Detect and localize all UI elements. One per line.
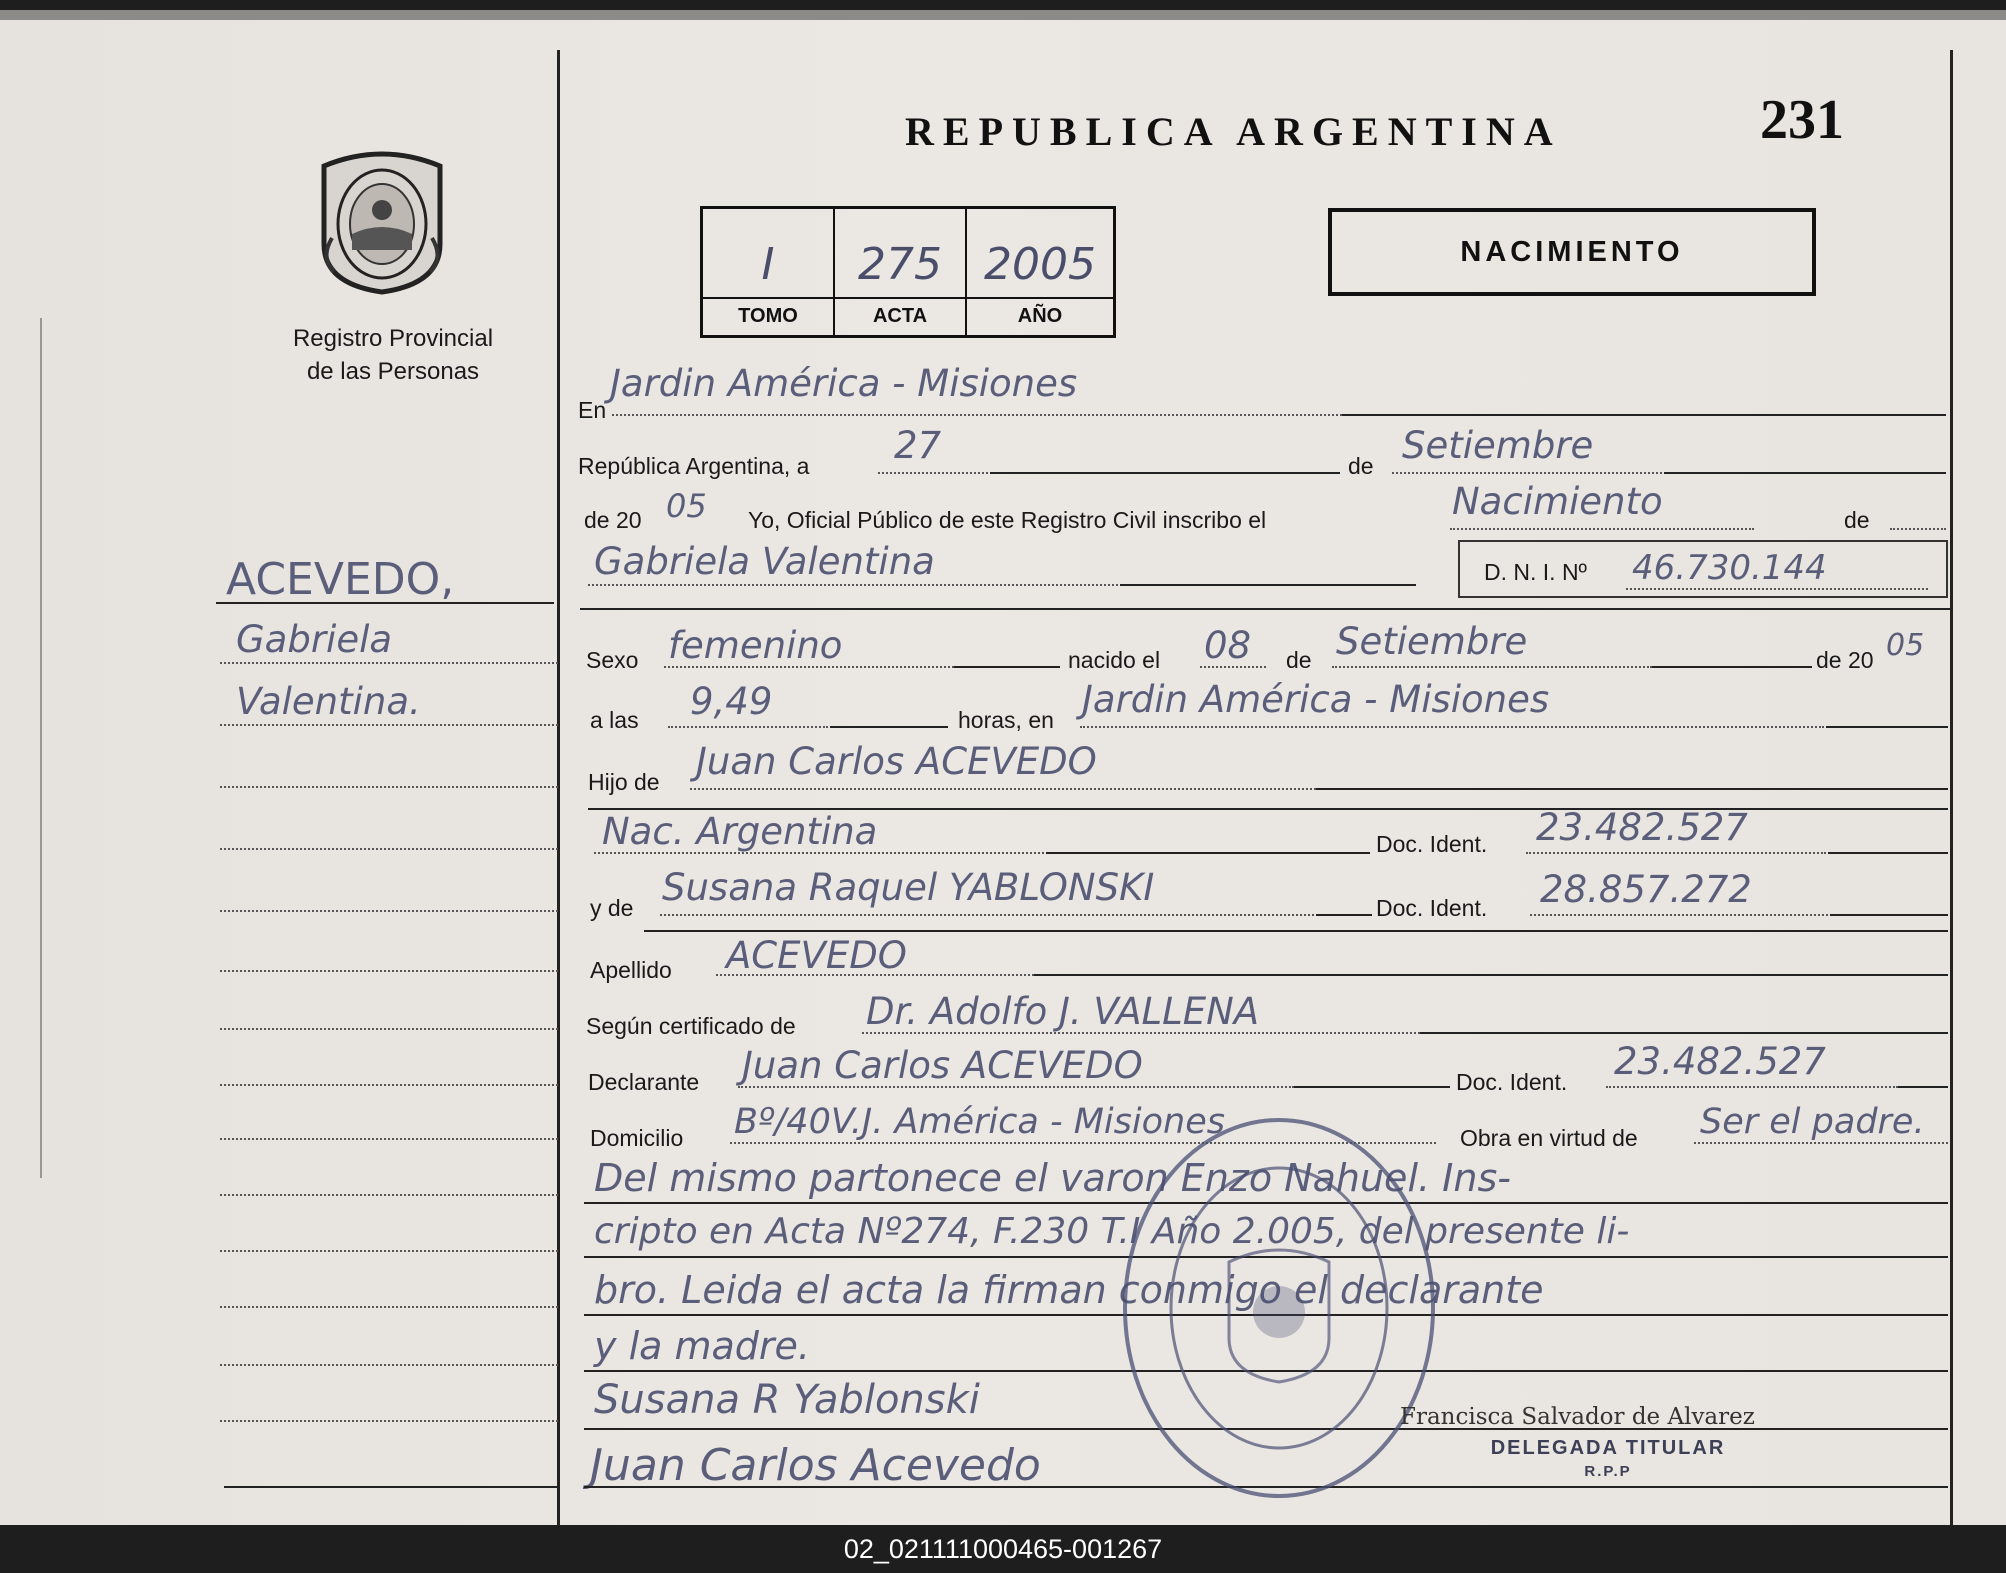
tomo-cell <box>703 209 835 335</box>
tomo-label: TOMO <box>703 297 833 335</box>
margin-dotted-line <box>220 1420 558 1422</box>
margin-dotted-line <box>220 1306 558 1308</box>
father-value: Juan Carlos ACEVEDO <box>696 740 1097 783</box>
dni-value: 46.730.144 <box>1632 548 1827 588</box>
margin-dotted-line <box>220 662 558 664</box>
dotted-line <box>1694 1142 1948 1144</box>
dni-label: D. N. I. Nº <box>1484 559 1587 585</box>
ano-label: AÑO <box>967 297 1113 335</box>
dotted-line <box>690 788 1316 790</box>
dotted-line <box>668 726 828 728</box>
margin-dotted-line <box>220 1028 558 1030</box>
registered-name-value: Gabriela Valentina <box>594 540 935 583</box>
dotted-line <box>664 666 954 668</box>
margin-surname: ACEVEDO, <box>226 554 455 605</box>
rule-line <box>1652 666 1812 668</box>
image-caption: 02_021111000465-001267 <box>843 1534 1163 1564</box>
rule-line <box>1120 584 1416 586</box>
dotted-line <box>1392 472 1662 474</box>
rule-line <box>1420 1032 1948 1034</box>
de3-label: de <box>1286 647 1312 673</box>
official-subtitle: R.P.P <box>1584 1463 1632 1480</box>
record-number: 231 <box>1760 89 1844 151</box>
alas-label: a las <box>590 707 639 733</box>
registry-stamp-icon <box>1118 1112 1440 1504</box>
dotted-line <box>1080 726 1824 728</box>
official-title: DELEGADA TITULAR <box>1490 1437 1726 1459</box>
declarante-doc-value: 23.482.527 <box>1614 1040 1826 1083</box>
dotted-line <box>1526 852 1826 854</box>
rule-line <box>644 930 1948 932</box>
dotted-line <box>612 414 1342 416</box>
note-line-1: Del mismo partonece el varon Enzo Nahuel. Ins- <box>594 1156 1511 1200</box>
page-crease <box>36 318 46 1178</box>
dotted-line <box>1200 666 1266 668</box>
apellido-value: ACEVEDO <box>726 934 907 977</box>
margin-dotted-line <box>220 1138 558 1140</box>
father-doc-value: 23.482.527 <box>1536 806 1748 849</box>
dotted-line <box>588 584 1118 586</box>
note-line-4: y la madre. <box>594 1324 810 1368</box>
rule-line <box>1342 414 1946 416</box>
dotted-line <box>862 1032 1420 1034</box>
segun-label: Según certificado de <box>586 1013 796 1039</box>
de2-label: de <box>1844 507 1870 533</box>
margin-dotted-line <box>220 910 558 912</box>
official-name: Francisca Salvador de Alvarez <box>1400 1404 1755 1430</box>
margin-dotted-line <box>220 1250 558 1252</box>
dni-box <box>1458 540 1948 598</box>
note-line-3: bro. Leida el acta la firman conmigo el declarante <box>594 1268 1544 1312</box>
margin-rule-bottom <box>224 1486 558 1488</box>
rule-line <box>1664 472 1946 474</box>
declarante-value: Juan Carlos ACEVEDO <box>742 1044 1143 1087</box>
right-border-line <box>1950 50 1953 1525</box>
month-value: Setiembre <box>1402 424 1594 467</box>
page-title: REPUBLICA ARGENTINA <box>905 109 1562 154</box>
nacido-label: nacido el <box>1068 647 1161 673</box>
margin-dotted-line <box>220 786 558 788</box>
birth-year-value: 05 <box>1886 628 1925 663</box>
birth-day-value: 08 <box>1204 624 1252 667</box>
mother-value: Susana Raquel YABLONSKI <box>662 866 1155 909</box>
rule-line <box>1316 788 1948 790</box>
doc-ident-label-1: Doc. Ident. <box>1376 831 1488 857</box>
day-value: 27 <box>894 424 942 467</box>
rule-line <box>1294 1086 1450 1088</box>
yde-label: y de <box>590 895 634 921</box>
obra-value: Ser el padre. <box>1700 1102 1925 1142</box>
margin-dotted-line <box>220 724 558 726</box>
de-label: de <box>1348 453 1374 479</box>
dotted-line <box>738 1086 1294 1088</box>
place-value: Jardin América - Misiones <box>610 362 1078 405</box>
acta-value: 275 <box>858 239 942 290</box>
act-type-box: NACIMIENTO <box>1328 208 1816 296</box>
doc-ident-label-2: Doc. Ident. <box>1376 895 1488 921</box>
rule-line <box>1316 914 1372 916</box>
dotted-line <box>1332 666 1652 668</box>
dotted-line <box>716 974 1034 976</box>
domicilio-value: Bº/40V.J. América - Misiones <box>734 1102 1225 1142</box>
father-signature: Juan Carlos Acevedo <box>590 1440 1041 1491</box>
section-rule <box>580 608 1950 610</box>
registry-name <box>248 322 538 388</box>
margin-dotted-line <box>220 1084 558 1086</box>
inscribe-value: Nacimiento <box>1452 480 1663 523</box>
ano-cell <box>967 209 1113 335</box>
margin-dotted-line <box>220 848 558 850</box>
declarante-label: Declarante <box>588 1069 700 1095</box>
republica-label: República Argentina, a <box>578 453 810 479</box>
margin-given-2: Valentina. <box>236 680 421 723</box>
rule-line <box>1046 852 1370 854</box>
de20-label: de 20 <box>584 507 642 533</box>
margin-dotted-line <box>220 970 558 972</box>
registry-line-2: de las Personas <box>306 358 480 385</box>
margin-rule-top <box>216 602 554 604</box>
ano-value: 2005 <box>984 239 1096 290</box>
acta-cell <box>835 209 967 335</box>
birth-place-value: Jardin América - Misiones <box>1082 678 1550 721</box>
horas-label: horas, en <box>958 707 1054 733</box>
dotted-line <box>1606 1086 1898 1088</box>
father-nationality-value: Nac. Argentina <box>602 810 878 853</box>
yo-text: Yo, Oficial Público de este Registro Civil inscribo el <box>748 507 1267 533</box>
mother-signature: Susana R Yablonski <box>594 1377 980 1423</box>
obra-label: Obra en virtud de <box>1460 1125 1638 1151</box>
margin-dotted-line <box>220 1194 558 1196</box>
apellido-label: Apellido <box>590 957 672 983</box>
dotted-line <box>1530 914 1828 916</box>
rule-line <box>954 666 1060 668</box>
dotted-line <box>1890 528 1946 530</box>
sexo-label: Sexo <box>586 647 639 673</box>
province-seal-icon <box>312 148 452 296</box>
doc-ident-label-3: Doc. Ident. <box>1456 1069 1568 1095</box>
year-value: 05 <box>666 487 707 525</box>
margin-dotted-line <box>220 1364 558 1366</box>
top-band <box>0 10 2006 20</box>
dotted-line <box>594 852 1044 854</box>
tomo-acta-table <box>700 206 1116 338</box>
hijo-label: Hijo de <box>588 769 660 795</box>
rule-line <box>830 726 948 728</box>
dotted-line <box>878 472 988 474</box>
rule-line <box>990 472 1340 474</box>
tomo-value: I <box>761 239 775 290</box>
registry-line-1: Registro Provincial <box>292 325 494 352</box>
rule-line <box>1826 726 1948 728</box>
hour-value: 9,49 <box>690 680 773 723</box>
rule-line <box>1898 1086 1948 1088</box>
sexo-value: femenino <box>668 624 843 667</box>
rule-line <box>1034 974 1948 976</box>
official-title-block <box>1418 1408 1798 1484</box>
domicilio-label: Domicilio <box>590 1125 684 1151</box>
certificado-value: Dr. Adolfo J. VALLENA <box>866 990 1260 1033</box>
dotted-line <box>1450 528 1754 530</box>
en-label: En <box>578 397 607 423</box>
mother-doc-value: 28.857.272 <box>1540 868 1752 911</box>
acta-label: ACTA <box>835 297 965 335</box>
register-page <box>0 10 2006 1525</box>
rule-line <box>1828 852 1948 854</box>
birth-month-value: Setiembre <box>1336 620 1528 663</box>
note-line-2: cripto en Acta Nº274, F.230 T.I Año 2.005, del presente li- <box>594 1211 1630 1252</box>
dotted-line <box>660 914 1314 916</box>
margin-given-1: Gabriela <box>236 618 393 661</box>
de20-birth-label: de 20 <box>1816 647 1874 673</box>
rule-line <box>1830 914 1948 916</box>
dotted-line <box>1626 588 1928 590</box>
